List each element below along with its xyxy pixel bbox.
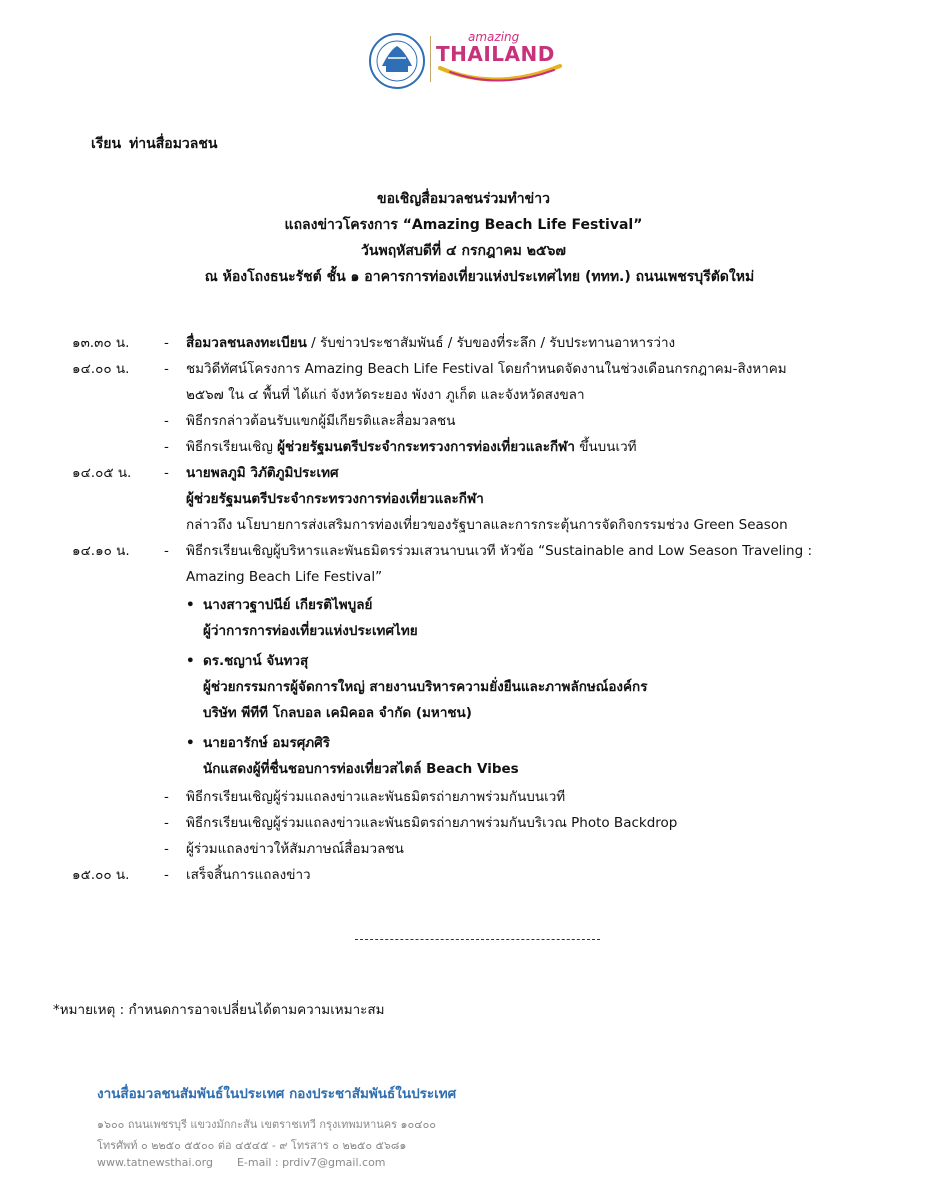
remark-note: *หมายเหตุ : กำหนดการอาจเปลี่ยนได้ตามความเหมาะสม	[53, 1002, 385, 1018]
logo-amazing-text: amazing	[468, 30, 520, 44]
agenda-text: พิธีกรเรียนเชิญผู้ร่วมแถลงข่าวและพันธมิตรถ่ายภาพร่วมกันบนเวที	[186, 789, 566, 805]
agenda-row	[0, 862, 927, 888]
agenda-text-bold: สื่อมวลชนลงทะเบียน	[186, 335, 307, 351]
agenda-text-post: ขึ้นบนเวที	[574, 439, 637, 455]
separator-line	[355, 939, 600, 940]
title-line-2: แถลงข่าวโครงการ “Amazing Beach Life Festival”	[284, 217, 643, 233]
agenda-row	[0, 784, 927, 810]
agenda-text	[186, 330, 675, 356]
agenda-row	[0, 564, 927, 590]
agenda-time: ๑๔.๐๕ น.	[72, 465, 132, 481]
salutation-recipient: ท่านสื่อมวลชน	[129, 136, 218, 152]
panelist-title: ผู้ว่าการการท่องเที่ยวแห่งประเทศไทย	[203, 623, 418, 639]
agenda-text: เสร็จสิ้นการแถลงข่าว	[186, 867, 311, 883]
panelist-row	[0, 700, 927, 726]
title-line-1: ขอเชิญสื่อมวลชนร่วมทำข่าว	[377, 191, 550, 207]
agenda-dash: -	[164, 841, 169, 857]
footer-phone: โทรศัพท์ ๐ ๒๒๕๐ ๕๕๐๐ ต่อ ๔๕๔๕ - ๙ โทรสาร ๐ ๒๒๕๐ ๕๖๘๑	[97, 1139, 407, 1152]
agenda-text: ๒๕๖๗ ใน ๔ พื้นที่ ได้แก่ จังหวัดระยอง พังงา ภูเก็ต และจังหวัดสงขลา	[186, 387, 585, 403]
agenda-text: Amazing Beach Life Festival”	[186, 569, 383, 585]
agenda-dash: -	[164, 867, 169, 883]
panelist-row	[0, 674, 927, 700]
panelist-row	[0, 730, 927, 756]
agenda-text-rest: / รับข่าวประชาสัมพันธ์ / รับของที่ระลึก / รับประทานอาหารว่าง	[306, 335, 676, 351]
panelist-name: ดร.ชญาน์ จันทวสุ	[203, 653, 309, 669]
agenda-text-pre: พิธีกรเรียนเชิญ	[186, 439, 278, 455]
agenda-row	[0, 330, 927, 356]
agenda-dash: -	[164, 789, 169, 805]
header-logo	[366, 30, 566, 90]
title-line-3: วันพฤหัสบดีที่ ๔ กรกฎาคม ๒๕๖๗	[361, 243, 566, 259]
bullet-icon: •	[186, 735, 195, 751]
panelist-title: ผู้ช่วยกรรมการผู้จัดการใหญ่ สายงานบริหารความยั่งยืนและภาพลักษณ์องค์กร	[203, 679, 648, 695]
agenda-text: พิธีกรเรียนเชิญผู้ร่วมแถลงข่าวและพันธมิตรถ่ายภาพร่วมกันบริเวณ Photo Backdrop	[186, 815, 678, 831]
bullet-icon: •	[186, 597, 195, 613]
agenda-text: ผู้ร่วมแถลงข่าวให้สัมภาษณ์สื่อมวลชน	[186, 841, 404, 857]
speaker-name: นายพลภูมิ วิภัติภูมิประเทศ	[186, 465, 339, 481]
agenda-text: ชมวิดีทัศน์โครงการ Amazing Beach Life Festival โดยกำหนดจัดงานในช่วงเดือนกรกฎาคม-สิงหาคม	[186, 361, 787, 377]
logo-thailand-text: THAILAND	[436, 42, 555, 66]
agenda-dash: -	[164, 361, 169, 377]
panelist-name: นายอารักษ์ อมรศุภศิริ	[203, 735, 330, 751]
panelist-name: นางสาวฐาปนีย์ เกียรติไพบูลย์	[203, 597, 373, 613]
agenda-row	[0, 512, 927, 538]
speaker-description: กล่าวถึง นโยบายการส่งเสริมการท่องเที่ยวของรัฐบาลและการกระตุ้นการจัดกิจกรรมช่วง Green Season	[186, 517, 788, 533]
footer-contact	[97, 1156, 386, 1169]
panelist-organization: บริษัท พีทีที โกลบอล เคมิคอล จำกัด (มหาชน)	[203, 705, 472, 721]
logo-swoosh-icon	[436, 62, 566, 88]
panelist-title: นักแสดงผู้ที่ชื่นชอบการท่องเที่ยวสไตล์ Beach Vibes	[203, 761, 519, 777]
footer-email-link[interactable]: E-mail : prdiv7@gmail.com	[236, 1156, 386, 1169]
agenda-text	[186, 434, 637, 460]
panelist-row	[0, 618, 927, 644]
panelist-row	[0, 592, 927, 618]
speaker-title: ผู้ช่วยรัฐมนตรีประจำกระทรวงการท่องเที่ยวและกีฬา	[186, 491, 484, 507]
footer-website-link[interactable]: www.tatnewsthai.org	[97, 1156, 213, 1169]
panelist-row	[0, 756, 927, 782]
logo-divider	[430, 36, 431, 82]
agenda-time: ๑๔.๑๐ น.	[72, 543, 130, 559]
invitation-title	[0, 186, 927, 290]
agenda-row	[0, 538, 927, 564]
agenda-dash: -	[164, 815, 169, 831]
agenda-dash: -	[164, 439, 169, 455]
agenda-text: พิธีกรกล่าวต้อนรับแขกผู้มีเกียรติและสื่อมวลชน	[186, 413, 456, 429]
agenda-row	[0, 356, 927, 382]
agenda-dash: -	[164, 413, 169, 429]
agenda-row	[0, 408, 927, 434]
footer-department: งานสื่อมวลชนสัมพันธ์ในประเทศ กองประชาสัมพันธ์ในประเทศ	[97, 1086, 457, 1102]
bullet-icon: •	[186, 653, 195, 669]
panelist-row	[0, 648, 927, 674]
agenda-row	[0, 810, 927, 836]
salutation-label: เรียน	[91, 136, 122, 152]
agenda-text: พิธีกรเรียนเชิญผู้บริหารและพันธมิตรร่วมเสวนาบนเวที หัวข้อ “Sustainable and Low Season Traveling :	[186, 543, 812, 559]
agenda-time: ๑๓.๓๐ น.	[72, 335, 130, 351]
agenda-row	[0, 434, 927, 460]
tat-seal-icon	[368, 32, 426, 90]
salutation	[91, 133, 217, 155]
agenda-row	[0, 486, 927, 512]
agenda-row	[0, 460, 927, 486]
agenda-dash: -	[164, 465, 169, 481]
agenda-text-bold: ผู้ช่วยรัฐมนตรีประจำกระทรวงการท่องเที่ยวและกีฬา	[277, 439, 575, 455]
footer-address: ๑๖๐๐ ถนนเพชรบุรี แขวงมักกะสัน เขตราชเทวี กรุงเทพมหานคร ๑๐๔๐๐	[97, 1118, 436, 1131]
agenda-time: ๑๔.๐๐ น.	[72, 361, 130, 377]
agenda-time: ๑๕.๐๐ น.	[72, 867, 130, 883]
title-venue: ณ ห้องโถงธนะรัชต์ ชั้น ๑ อาคารการท่องเที่ยวแห่งประเทศไทย (ททท.) ถนนเพชรบุรีตัดใหม่	[204, 269, 755, 285]
agenda-row	[0, 836, 927, 862]
agenda-dash: -	[164, 543, 169, 559]
agenda-row	[0, 382, 927, 408]
agenda-dash: -	[164, 335, 169, 351]
